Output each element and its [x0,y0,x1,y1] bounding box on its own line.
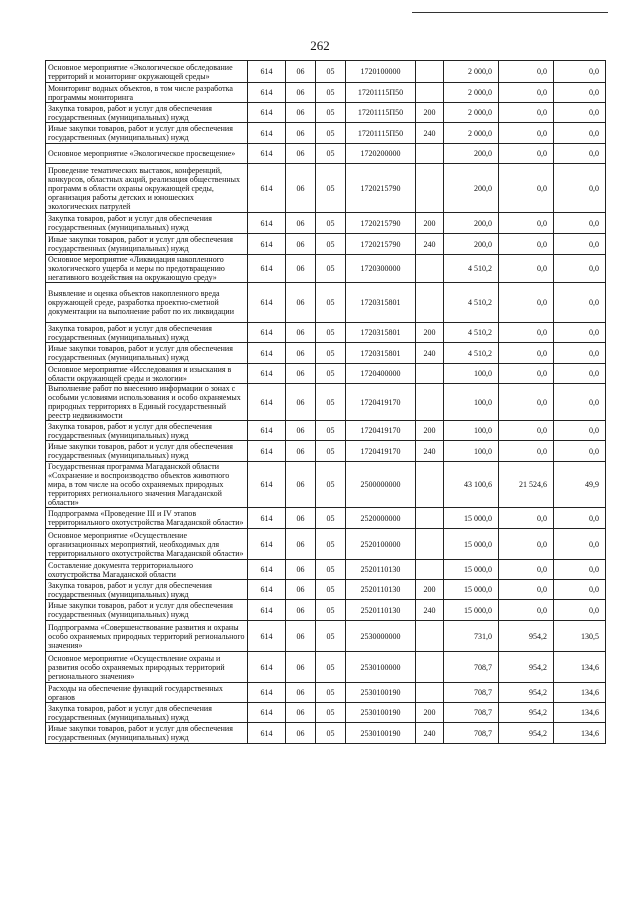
cell-grbs: 614 [248,384,286,421]
cell-planned: 15 000,0 [444,580,499,600]
cell-target-article: 1720315801 [346,323,416,343]
cell-section: 06 [286,462,316,508]
table-row [46,621,606,652]
cell-subsection: 05 [316,384,346,421]
cell-target-article: 2530100190 [346,703,416,723]
cell-section: 06 [286,103,316,123]
cell-expense-type: 200 [416,323,444,343]
cell-percent: 0,0 [554,580,606,600]
cell-name: Основное мероприятие «Экологическое обследование территорий и мониторинг окружающей среды» [46,61,248,83]
cell-target-article: 2530000000 [346,621,416,652]
cell-target-article: 17201115П50 [346,83,416,103]
cell-name: Выявление и оценка объектов накопленного вреда окружающей среде, разработка проектно-сметной документации на выполнение работ по их ликвидации [46,283,248,323]
cell-grbs: 614 [248,343,286,364]
page-number: 262 [310,38,330,53]
table-row [46,441,606,462]
cell-planned: 200,0 [444,234,499,255]
cell-expense-type [416,462,444,508]
cell-target-article: 2520100000 [346,529,416,560]
cell-planned: 708,7 [444,723,499,744]
cell-expense-type [416,164,444,213]
cell-expense-type [416,560,444,580]
table-row [46,600,606,621]
cell-section: 06 [286,703,316,723]
table-body [46,61,606,744]
cell-percent: 130,5 [554,621,606,652]
cell-planned: 100,0 [444,384,499,421]
cell-percent: 0,0 [554,213,606,234]
cell-expense-type: 200 [416,103,444,123]
cell-percent: 134,6 [554,703,606,723]
cell-expense-type [416,255,444,283]
cell-expense-type [416,529,444,560]
cell-subsection: 05 [316,600,346,621]
cell-grbs: 614 [248,83,286,103]
cell-target-article: 1720419170 [346,384,416,421]
cell-expense-type [416,144,444,164]
table-row [46,683,606,703]
cell-grbs: 614 [248,529,286,560]
cell-section: 06 [286,441,316,462]
cell-subsection: 05 [316,529,346,560]
table-row [46,364,606,384]
table-row [46,83,606,103]
cell-target-article: 1720215790 [346,234,416,255]
table-row [46,529,606,560]
cell-grbs: 614 [248,560,286,580]
cell-grbs: 614 [248,462,286,508]
cell-planned: 708,7 [444,652,499,683]
cell-name: Мониторинг водных объектов, в том числе разработка программы мониторинга [46,83,248,103]
cell-section: 06 [286,421,316,441]
cell-section: 06 [286,83,316,103]
cell-planned: 4 510,2 [444,343,499,364]
table-row [46,703,606,723]
cell-section: 06 [286,213,316,234]
top-rule [412,12,608,13]
table-row [46,123,606,144]
cell-executed: 954,2 [499,703,554,723]
cell-grbs: 614 [248,580,286,600]
cell-planned: 2 000,0 [444,61,499,83]
table-row [46,560,606,580]
cell-grbs: 614 [248,255,286,283]
cell-grbs: 614 [248,621,286,652]
cell-section: 06 [286,580,316,600]
cell-target-article: 17201115П50 [346,123,416,144]
cell-planned: 100,0 [444,364,499,384]
cell-target-article: 1720100000 [346,61,416,83]
cell-expense-type: 240 [416,600,444,621]
cell-percent: 134,6 [554,683,606,703]
cell-grbs: 614 [248,600,286,621]
cell-planned: 100,0 [444,441,499,462]
cell-percent: 0,0 [554,103,606,123]
cell-planned: 708,7 [444,703,499,723]
cell-subsection: 05 [316,103,346,123]
cell-expense-type: 240 [416,723,444,744]
table-row [46,255,606,283]
cell-executed: 0,0 [499,384,554,421]
cell-name: Основное мероприятие «Исследования и изыскания в области окружающей среды и экологии» [46,364,248,384]
cell-expense-type [416,364,444,384]
cell-expense-type [416,283,444,323]
cell-percent: 0,0 [554,421,606,441]
cell-name: Основное мероприятие «Осуществление организационных мероприятий, необходимых для территориального охотустройства Магаданской области» [46,529,248,560]
cell-grbs: 614 [248,683,286,703]
cell-target-article: 1720400000 [346,364,416,384]
cell-subsection: 05 [316,123,346,144]
cell-executed: 0,0 [499,560,554,580]
cell-percent: 0,0 [554,61,606,83]
cell-expense-type: 240 [416,123,444,144]
table-row [46,343,606,364]
cell-section: 06 [286,323,316,343]
cell-name: Закупка товаров, работ и услуг для обеспечения государственных (муниципальных) нужд [46,213,248,234]
cell-planned: 15 000,0 [444,508,499,529]
cell-name: Закупка товаров, работ и услуг для обеспечения государственных (муниципальных) нужд [46,103,248,123]
cell-executed: 0,0 [499,343,554,364]
cell-subsection: 05 [316,703,346,723]
cell-grbs: 614 [248,103,286,123]
cell-grbs: 614 [248,213,286,234]
cell-executed: 0,0 [499,600,554,621]
cell-percent: 0,0 [554,508,606,529]
cell-name: Закупка товаров, работ и услуг для обеспечения государственных (муниципальных) нужд [46,580,248,600]
cell-target-article: 1720315801 [346,343,416,364]
cell-subsection: 05 [316,462,346,508]
cell-expense-type [416,621,444,652]
cell-section: 06 [286,123,316,144]
cell-executed: 0,0 [499,508,554,529]
cell-percent: 0,0 [554,255,606,283]
cell-expense-type [416,508,444,529]
cell-target-article: 17201115П50 [346,103,416,123]
cell-section: 06 [286,560,316,580]
cell-planned: 200,0 [444,164,499,213]
cell-expense-type [416,683,444,703]
cell-executed: 954,2 [499,652,554,683]
cell-planned: 15 000,0 [444,529,499,560]
cell-section: 06 [286,600,316,621]
cell-planned: 200,0 [444,144,499,164]
cell-name: Подпрограмма «Совершенствование развития и охраны особо охраняемых природных территорий регионального значения» [46,621,248,652]
cell-section: 06 [286,343,316,364]
cell-target-article: 2520110130 [346,560,416,580]
cell-planned: 15 000,0 [444,560,499,580]
table-row [46,421,606,441]
cell-target-article: 1720419170 [346,441,416,462]
cell-name: Иные закупки товаров, работ и услуг для обеспечения государственных (муниципальных) нужд [46,343,248,364]
cell-percent: 0,0 [554,323,606,343]
cell-subsection: 05 [316,621,346,652]
cell-name: Основное мероприятие «Осуществление охраны и развития особо охраняемых природных территорий регионального значения» [46,652,248,683]
cell-percent: 0,0 [554,384,606,421]
cell-target-article: 1720215790 [346,164,416,213]
cell-name: Расходы на обеспечение функций государственных органов [46,683,248,703]
cell-expense-type [416,652,444,683]
cell-subsection: 05 [316,723,346,744]
cell-name: Основное мероприятие «Ликвидация накопленного экологического ущерба и меры по предотвращению негативного воздействия на окружающую среду» [46,255,248,283]
cell-target-article: 2500000000 [346,462,416,508]
cell-grbs: 614 [248,164,286,213]
cell-grbs: 614 [248,234,286,255]
cell-expense-type: 200 [416,213,444,234]
cell-section: 06 [286,61,316,83]
cell-section: 06 [286,621,316,652]
cell-planned: 2 000,0 [444,103,499,123]
cell-percent: 0,0 [554,529,606,560]
cell-percent: 134,6 [554,723,606,744]
cell-subsection: 05 [316,343,346,364]
cell-subsection: 05 [316,283,346,323]
cell-executed: 0,0 [499,164,554,213]
cell-percent: 0,0 [554,164,606,213]
cell-section: 06 [286,723,316,744]
cell-subsection: 05 [316,421,346,441]
cell-grbs: 614 [248,703,286,723]
cell-expense-type [416,61,444,83]
cell-executed: 0,0 [499,529,554,560]
cell-executed: 0,0 [499,580,554,600]
cell-percent: 0,0 [554,441,606,462]
cell-expense-type: 200 [416,703,444,723]
cell-grbs: 614 [248,323,286,343]
cell-planned: 2 000,0 [444,123,499,144]
cell-expense-type: 200 [416,580,444,600]
cell-name: Иные закупки товаров, работ и услуг для обеспечения государственных (муниципальных) нужд [46,441,248,462]
cell-grbs: 614 [248,144,286,164]
cell-name: Выполнение работ по внесению информации о зонах с особыми условиями использования и особо охраняемых природных территориях в Единый государственный реестр недвижимости [46,384,248,421]
cell-executed: 0,0 [499,441,554,462]
table-row [46,323,606,343]
cell-target-article: 1720315801 [346,283,416,323]
cell-percent: 0,0 [554,234,606,255]
table-row [46,652,606,683]
cell-executed: 954,2 [499,723,554,744]
cell-executed: 21 524,6 [499,462,554,508]
cell-name: Закупка товаров, работ и услуг для обеспечения государственных (муниципальных) нужд [46,703,248,723]
cell-target-article: 2530100190 [346,723,416,744]
cell-grbs: 614 [248,421,286,441]
cell-executed: 0,0 [499,103,554,123]
cell-executed: 954,2 [499,683,554,703]
cell-planned: 731,0 [444,621,499,652]
cell-section: 06 [286,255,316,283]
cell-expense-type: 240 [416,343,444,364]
table-row [46,508,606,529]
cell-planned: 708,7 [444,683,499,703]
cell-target-article: 2520000000 [346,508,416,529]
cell-section: 06 [286,683,316,703]
cell-target-article: 2530100000 [346,652,416,683]
cell-subsection: 05 [316,61,346,83]
cell-planned: 15 000,0 [444,600,499,621]
cell-name: Иные закупки товаров, работ и услуг для обеспечения государственных (муниципальных) нужд [46,234,248,255]
cell-percent: 49,9 [554,462,606,508]
cell-planned: 4 510,2 [444,323,499,343]
cell-name: Иные закупки товаров, работ и услуг для обеспечения государственных (муниципальных) нужд [46,123,248,144]
cell-name: Государственная программа Магаданской области «Сохранение и воспроизводство объектов животного мира, в том числе на особо охраняемых природных территориях регионального значения Магаданской области» [46,462,248,508]
cell-executed: 954,2 [499,621,554,652]
cell-section: 06 [286,508,316,529]
table-row [46,164,606,213]
cell-subsection: 05 [316,213,346,234]
cell-target-article: 1720300000 [346,255,416,283]
cell-expense-type: 200 [416,421,444,441]
cell-name: Составление документа территориального охотустройства Магаданской области [46,560,248,580]
table-row [46,462,606,508]
cell-target-article: 2520110130 [346,600,416,621]
cell-subsection: 05 [316,560,346,580]
cell-percent: 0,0 [554,364,606,384]
cell-section: 06 [286,164,316,213]
cell-subsection: 05 [316,83,346,103]
cell-grbs: 614 [248,508,286,529]
cell-subsection: 05 [316,144,346,164]
cell-name: Подпрограмма «Проведение III и IV этапов территориального охотустройства Магаданской области» [46,508,248,529]
cell-expense-type: 240 [416,234,444,255]
cell-executed: 0,0 [499,364,554,384]
cell-subsection: 05 [316,164,346,213]
cell-planned: 4 510,2 [444,283,499,323]
cell-planned: 4 510,2 [444,255,499,283]
cell-name: Иные закупки товаров, работ и услуг для обеспечения государственных (муниципальных) нужд [46,600,248,621]
table-row [46,283,606,323]
cell-executed: 0,0 [499,323,554,343]
cell-executed: 0,0 [499,144,554,164]
cell-executed: 0,0 [499,283,554,323]
cell-name: Иные закупки товаров, работ и услуг для обеспечения государственных (муниципальных) нужд [46,723,248,744]
cell-percent: 134,6 [554,652,606,683]
cell-planned: 200,0 [444,213,499,234]
cell-target-article: 1720419170 [346,421,416,441]
cell-subsection: 05 [316,234,346,255]
cell-grbs: 614 [248,723,286,744]
table-row [46,580,606,600]
cell-section: 06 [286,384,316,421]
cell-subsection: 05 [316,323,346,343]
cell-subsection: 05 [316,652,346,683]
cell-subsection: 05 [316,683,346,703]
cell-executed: 0,0 [499,61,554,83]
cell-target-article: 1720200000 [346,144,416,164]
cell-name: Основное мероприятие «Экологическое просвещение» [46,144,248,164]
cell-section: 06 [286,652,316,683]
cell-percent: 0,0 [554,144,606,164]
cell-planned: 100,0 [444,421,499,441]
cell-grbs: 614 [248,123,286,144]
cell-percent: 0,0 [554,83,606,103]
cell-executed: 0,0 [499,255,554,283]
table-row [46,723,606,744]
cell-section: 06 [286,283,316,323]
cell-grbs: 614 [248,283,286,323]
cell-target-article: 1720215790 [346,213,416,234]
cell-target-article: 2530100190 [346,683,416,703]
table-row [46,384,606,421]
cell-grbs: 614 [248,652,286,683]
cell-section: 06 [286,234,316,255]
cell-planned: 2 000,0 [444,83,499,103]
cell-expense-type [416,384,444,421]
cell-subsection: 05 [316,580,346,600]
table-row [46,103,606,123]
table-row [46,144,606,164]
cell-grbs: 614 [248,61,286,83]
cell-subsection: 05 [316,441,346,462]
cell-name: Закупка товаров, работ и услуг для обеспечения государственных (муниципальных) нужд [46,421,248,441]
cell-executed: 0,0 [499,234,554,255]
table-row [46,213,606,234]
cell-percent: 0,0 [554,600,606,621]
cell-subsection: 05 [316,508,346,529]
cell-subsection: 05 [316,255,346,283]
cell-expense-type: 240 [416,441,444,462]
cell-section: 06 [286,364,316,384]
table-row [46,61,606,83]
cell-name: Проведение тематических выставок, конференций, конкурсов, областных акций, реализация общественных программ в области охраны окружающей среды, организация работы детских и юношеских экологических патрулей [46,164,248,213]
cell-planned: 43 100,6 [444,462,499,508]
table-row [46,234,606,255]
cell-executed: 0,0 [499,421,554,441]
cell-executed: 0,0 [499,213,554,234]
cell-percent: 0,0 [554,343,606,364]
cell-subsection: 05 [316,364,346,384]
cell-grbs: 614 [248,441,286,462]
cell-percent: 0,0 [554,123,606,144]
cell-name: Закупка товаров, работ и услуг для обеспечения государственных (муниципальных) нужд [46,323,248,343]
budget-table [45,60,606,744]
cell-percent: 0,0 [554,560,606,580]
cell-grbs: 614 [248,364,286,384]
cell-executed: 0,0 [499,83,554,103]
cell-percent: 0,0 [554,283,606,323]
cell-target-article: 2520110130 [346,580,416,600]
cell-section: 06 [286,144,316,164]
cell-section: 06 [286,529,316,560]
cell-executed: 0,0 [499,123,554,144]
cell-expense-type [416,83,444,103]
